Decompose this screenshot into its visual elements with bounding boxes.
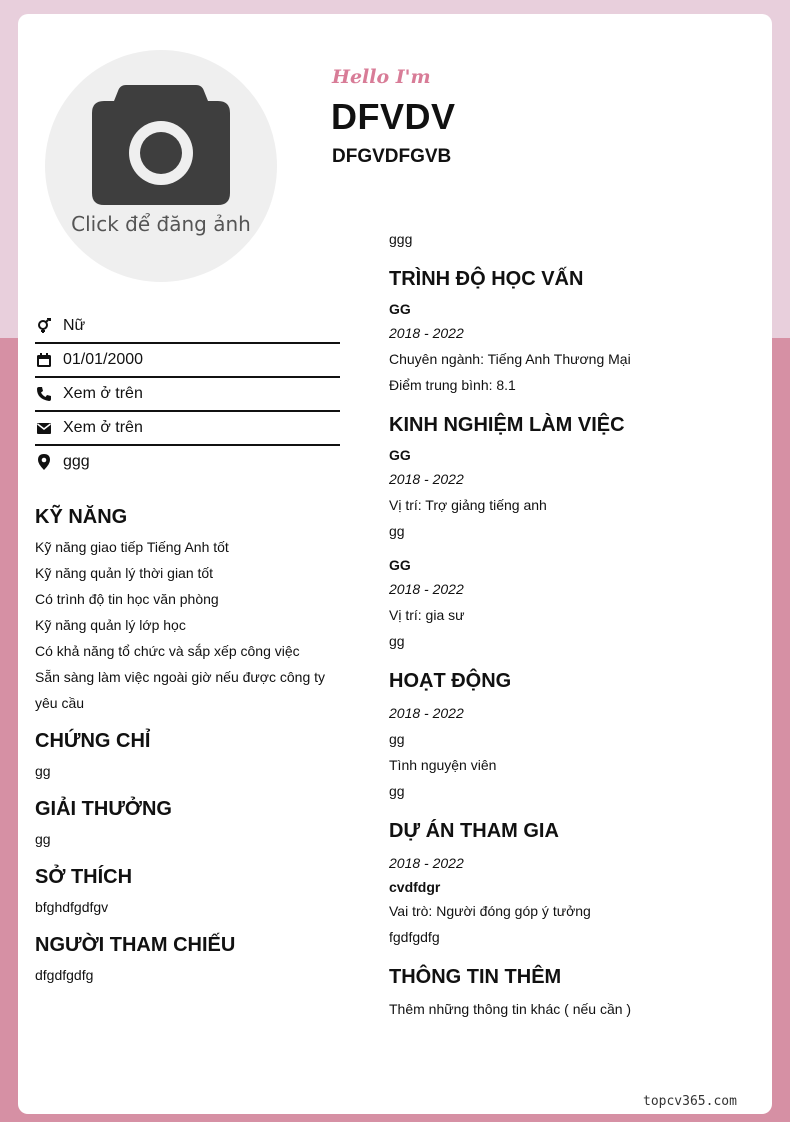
contact-birthday bbox=[35, 344, 340, 378]
experience-position: Vị trí: Trợ giảng tiếng anh bbox=[389, 497, 547, 513]
contact-value: Xem ở trên bbox=[63, 385, 143, 402]
skill-item: Có khả năng tổ chức và sắp xếp công việc bbox=[35, 643, 300, 659]
activity-period: 2018 - 2022 bbox=[389, 705, 464, 721]
location-icon bbox=[36, 454, 52, 470]
footer-brand: topcv365.com bbox=[643, 1094, 737, 1109]
right-column bbox=[389, 226, 729, 1022]
skill-item: Kỹ năng quản lý thời gian tốt bbox=[35, 565, 214, 581]
hello-text: Hello I'm bbox=[332, 66, 431, 88]
contact-email bbox=[35, 412, 340, 446]
objective-text: ggg bbox=[389, 231, 413, 247]
certificate-text: gg bbox=[35, 763, 51, 779]
project-role: Vai trò: Người đóng góp ý tưởng bbox=[389, 903, 591, 919]
skill-item: Kỹ năng giao tiếp Tiếng Anh tốt bbox=[35, 539, 229, 555]
education-gpa: Điểm trung bình: 8.1 bbox=[389, 377, 516, 393]
experience-section bbox=[389, 412, 729, 654]
experience-desc: gg bbox=[389, 633, 405, 649]
references-section bbox=[35, 932, 335, 988]
section-title: CHỨNG CHỈ bbox=[35, 730, 151, 752]
email-icon bbox=[36, 420, 52, 436]
section-title: KỸ NĂNG bbox=[35, 506, 128, 528]
contact-address bbox=[35, 446, 340, 478]
section-title: HOẠT ĐỘNG bbox=[389, 670, 512, 692]
contact-value: Nữ bbox=[63, 317, 86, 334]
gender-icon bbox=[36, 318, 52, 334]
section-title: GIẢI THƯỞNG bbox=[35, 798, 172, 820]
activities-section bbox=[389, 668, 729, 804]
camera-icon bbox=[92, 85, 230, 205]
skill-item: Có trình độ tin học văn phòng bbox=[35, 591, 219, 607]
contact-gender bbox=[35, 310, 340, 344]
experience-item bbox=[389, 554, 729, 654]
avatar-upload[interactable] bbox=[45, 50, 277, 282]
activity-desc: gg bbox=[389, 783, 405, 799]
experience-period: 2018 - 2022 bbox=[389, 581, 464, 597]
section-title: KINH NGHIỆM LÀM VIỆC bbox=[389, 414, 625, 436]
education-section bbox=[389, 266, 729, 398]
candidate-title: DFGVDFGVB bbox=[332, 146, 452, 167]
experience-position: Vị trí: gia sư bbox=[389, 607, 465, 623]
contact-value: ggg bbox=[63, 453, 90, 470]
project-name: cvdfdgr bbox=[389, 879, 441, 895]
activity-role: Tình nguyện viên bbox=[389, 757, 497, 773]
activity-org: gg bbox=[389, 731, 405, 747]
experience-desc: gg bbox=[389, 523, 405, 539]
hobbies-section bbox=[35, 864, 335, 920]
award-text: gg bbox=[35, 831, 51, 847]
experience-period: 2018 - 2022 bbox=[389, 471, 464, 487]
experience-item bbox=[389, 444, 729, 544]
contact-value: 01/01/2000 bbox=[63, 351, 144, 368]
left-column bbox=[35, 504, 335, 988]
project-desc: fgdfgdfg bbox=[389, 929, 440, 945]
company-name: GG bbox=[389, 557, 411, 573]
skill-item: Sẵn sàng làm việc ngoài giờ nếu được công ty yêu cầu bbox=[35, 669, 326, 711]
additional-section bbox=[389, 964, 729, 1022]
section-title: SỞ THÍCH bbox=[35, 866, 133, 888]
contact-value: Xem ở trên bbox=[63, 419, 143, 436]
calendar-icon bbox=[36, 352, 52, 368]
contact-list bbox=[35, 310, 340, 478]
additional-text: Thêm những thông tin khác ( nếu cần ) bbox=[389, 1001, 632, 1017]
skill-item: Kỹ năng quản lý lớp học bbox=[35, 617, 186, 633]
education-period: 2018 - 2022 bbox=[389, 325, 464, 341]
company-name: GG bbox=[389, 447, 411, 463]
hobby-text: bfghdfgdfgv bbox=[35, 899, 109, 915]
section-title: TRÌNH ĐỘ HỌC VẤN bbox=[389, 268, 584, 290]
phone-icon bbox=[36, 386, 52, 402]
awards-section bbox=[35, 796, 335, 852]
projects-section bbox=[389, 818, 729, 950]
section-title: THÔNG TIN THÊM bbox=[389, 966, 562, 988]
skills-section bbox=[35, 504, 335, 716]
candidate-name: DFVDV bbox=[331, 96, 456, 137]
avatar-caption: Click để đăng ảnh bbox=[71, 212, 251, 236]
education-major: Chuyên ngành: Tiếng Anh Thương Mại bbox=[389, 351, 631, 367]
section-title: DỰ ÁN THAM GIA bbox=[389, 820, 559, 842]
project-period: 2018 - 2022 bbox=[389, 855, 464, 871]
certificates-section bbox=[35, 728, 335, 784]
contact-phone bbox=[35, 378, 340, 412]
school-name: GG bbox=[389, 301, 411, 317]
reference-text: dfgdfgdfg bbox=[35, 967, 94, 983]
section-title: NGƯỜI THAM CHIẾU bbox=[35, 934, 236, 956]
